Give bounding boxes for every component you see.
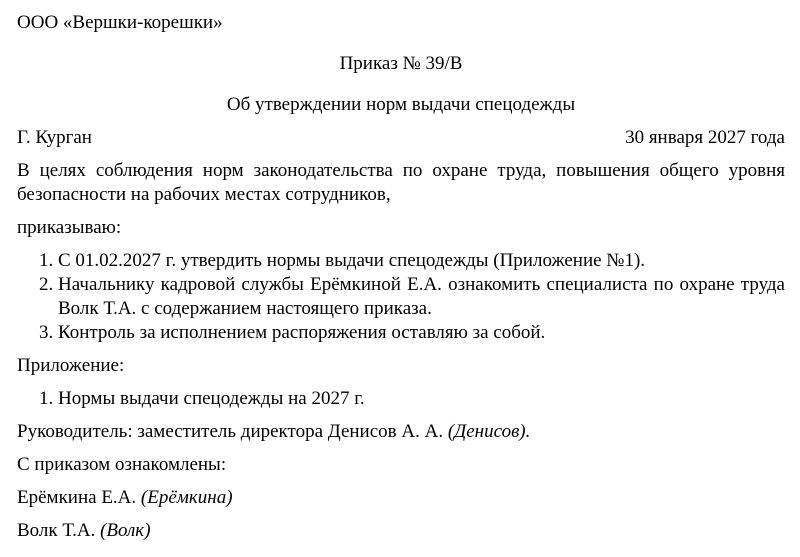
order-document	[17, 11, 785, 552]
order-item: 2. Начальнику кадровой службы Ерёмкиной Е.А. ознакомить специалиста по охране труда Волк Т.А. с содержанием настоящего приказа.	[58, 273, 785, 321]
order-item: 3. Контроль за исполнением распоряжения оставляю за собой.	[58, 321, 785, 345]
city: Г. Курган	[17, 127, 92, 148]
signer-line	[17, 486, 785, 510]
organization-name: ООО «Вершки-корешки»	[17, 12, 223, 33]
head-signature: (Денисов).	[447, 421, 531, 442]
order-date: 30 января 2027 года	[625, 127, 785, 148]
order-title: Приказ № 39/В	[339, 53, 463, 74]
head-signature-line	[17, 420, 785, 444]
signer-line	[17, 519, 785, 543]
signer-name: Волк Т.А.	[17, 520, 96, 541]
city-date-row	[17, 126, 785, 150]
head-text: Руководитель: заместитель директора Денисов А. А.	[17, 421, 444, 442]
signer-signature: (Ерёмкина)	[140, 487, 233, 508]
signer-name: Ерёмкина Е.А.	[17, 487, 137, 508]
appendix-label: Приложение:	[17, 355, 125, 376]
order-word: приказываю:	[17, 217, 122, 238]
appendix-item: 1. Нормы выдачи спецодежды на 2027 г.	[58, 387, 785, 411]
appendix-list	[17, 387, 785, 411]
order-subject: Об утверждении норм выдачи спецодежды	[226, 94, 576, 115]
order-items-list	[17, 249, 785, 345]
preamble: В целях соблюдения норм законодательства по охране труда, повышения общего уровня безопасности на рабочих местах сотрудников,	[17, 160, 785, 205]
order-item: 1. С 01.02.2027 г. утвердить нормы выдачи спецодежды (Приложение №1).	[58, 249, 785, 273]
acknowledged-label: С приказом ознакомлены:	[17, 454, 227, 475]
signer-signature: (Волк)	[100, 520, 151, 541]
